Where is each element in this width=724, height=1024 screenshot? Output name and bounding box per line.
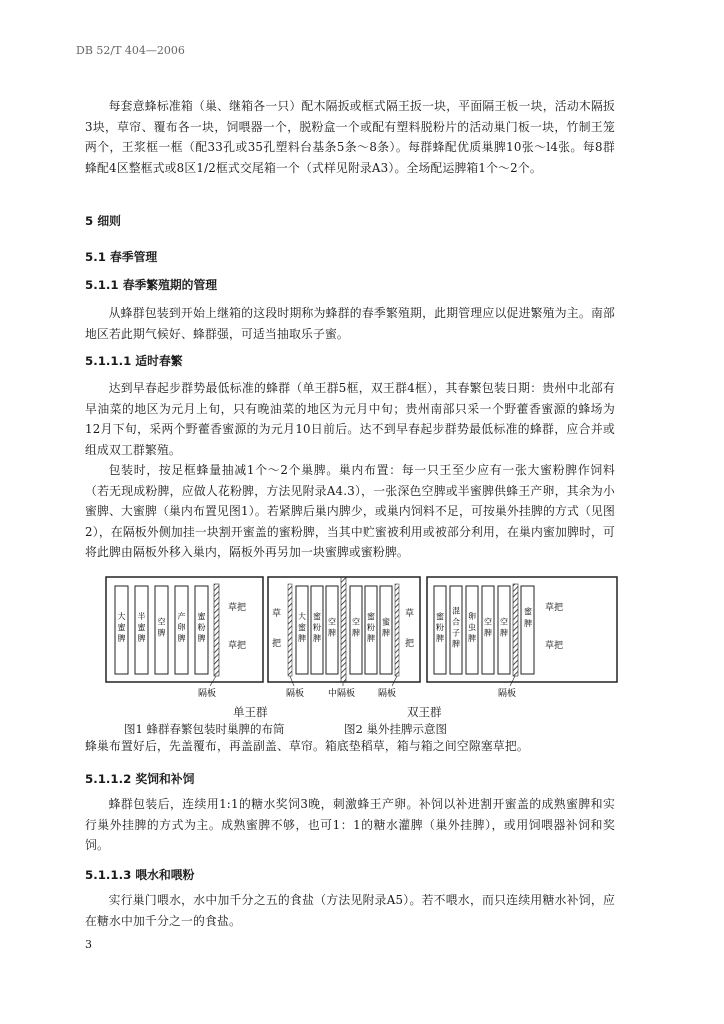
straw-label: 草 [405, 609, 415, 619]
straw-label: 草把 [228, 603, 247, 613]
center-divider-label: 中隔板 [328, 689, 356, 699]
divider-label: 隔板 [286, 689, 305, 699]
double-queen-box [268, 577, 420, 699]
figure-1-caption: 图1 蜂群春繁包装时巢脾的布筒 [124, 722, 285, 736]
paragraph-5-1-1-2: 蜂群包装后，连续用1:1的糖水奖饲3晚，刺激蜂王产卵。补饲以补进割开蜜盖的成熟蜜脾和实行巢外挂脾的方式为主。成熟蜜脾不够，也可1：1的糖水灌脾（巢外挂脾），或用饲喂器补饲和奖饲。 [85, 797, 615, 852]
intro-paragraph: 每套意蜂标准箱（巢、继箱各一只）配木隔扳或框式隔王扳一块，平面隔王板一块，活动木隔扳3块，草帘、覆布各一块，饲喂器一个，脱粉盒一个或配有塑料脱粉片的活动巢门板一块，竹制王笼两个，王浆框一框（配33孔或35孔塑料台基条5条～8条）。每群蜂配优质巢脾10张～l4张。每8群蜂配4区整框式或8区1/2框式交尾箱一个（式样见附录A3）。全场配运脾箱1个～2个。 [85, 99, 615, 175]
frame-label: 产卵脾 [177, 612, 186, 643]
paragraph-5-1-1: 从蜂群包装到开始上继箱的这段时期称为蜂群的春季繁殖期，此期管理应以促进繁殖为主。南部地区若此期气候好、蜂群强，可适当抽取乐子蜜。 [85, 306, 615, 341]
external-honey-frame [521, 586, 534, 674]
section-5-1-1-2-heading: 5.1.1.2 奖饲和补饲 [85, 772, 195, 786]
paragraph-after-figure: 蜂巢布置好后，先盖覆布，再盖副盖、草帘。箱底垫稻草，箱与箱之间空隙塞草把。 [85, 739, 529, 753]
frame-label: 大蜜脾 [117, 612, 126, 643]
frame-label: 空脾 [157, 617, 166, 638]
paragraph-5-1-1-1-a: 达到早春起步群势最低标准的蜂群（单王群5框，双王群4框），其春繁包装日期：贵州中北部有早油菜的地区为元月上旬，只有晚油菜的地区为元月中旬；贵州南部只采一个野藿香蜜源的蜂场为12月下旬，采两个野藿香蜜源的为元月10日前后。达不到早春起步群势最低标准的蜂群，应合并或组成双工群繁殖。 [85, 381, 615, 457]
frame-label: 空脾 [328, 617, 336, 638]
paragraph-5-1-1-3: 实行巢门喂水，水中加千分之五的食盐（方法见附录A5）。若不喂水，而只连续用糖水补饲，应在糖水中加千分之一的食盐。 [85, 893, 615, 928]
center-divider [341, 577, 346, 682]
divider-label: 隔板 [498, 689, 517, 699]
frame-label: 空脾 [500, 617, 508, 638]
frame-label: 蜜粉脾 [313, 612, 321, 643]
single-queen-label: 单王群 [233, 705, 268, 719]
frame-label: 空脾 [352, 617, 360, 638]
section-5-1-1-1-heading: 5.1.1.1 适时春繁 [85, 354, 183, 368]
straw-label: 草把 [545, 603, 564, 613]
straw-label: 草把 [545, 641, 564, 651]
section-5-heading: 5 细则 [85, 214, 121, 228]
section-5-1-1-heading: 5.1.1 春季繁殖期的管理 [85, 278, 218, 292]
divider-label: 隔板 [378, 689, 397, 699]
double-queen-label: 双王群 [407, 705, 442, 719]
frame-label: 脾 [524, 619, 532, 628]
divider-board [288, 584, 292, 676]
frame-label: 大蜜脾 [298, 612, 306, 643]
divider-board [395, 584, 399, 676]
divider-label: 隔板 [198, 689, 217, 699]
page-number: 3 [85, 938, 92, 951]
frame-label: 卵虫脾 [468, 612, 476, 643]
frame-label: 半蜜脾 [137, 612, 146, 643]
frame-label: 蜜粉脾 [197, 612, 206, 643]
straw-label: 把 [272, 639, 282, 649]
straw-label: 把 [405, 639, 415, 649]
running-header: DB 52/T 404—2006 [76, 44, 185, 57]
section-5-1-heading: 5.1 春季管理 [85, 250, 158, 264]
frame-label: 蜜粉脾 [367, 612, 375, 643]
straw-label: 草 [272, 609, 282, 619]
frame-label: 混合子脾 [452, 606, 460, 649]
frame-label: 蜜粉脾 [436, 612, 444, 643]
external-frame-box [427, 577, 617, 699]
divider-board [214, 584, 219, 676]
frame-label: 空脾 [484, 617, 492, 638]
hive-layout-figure [100, 574, 620, 700]
divider-board [513, 584, 518, 676]
single-queen-box [106, 577, 263, 699]
paragraph-5-1-1-1-b: 包装时，按足框蜂量抽减1个～2个巢脾。巢内布置：每一只王至少应有一张大蜜粉脾作饲料（若无现成粉脾，应做人花粉脾，方法见附录A4.3），一张深色空脾或半蜜脾供蜂王产卵，其余为小蜜脾、大蜜脾（巢内布置见图1）。若紧脾后巢内脾少，或巢内饲料不足，可按巢外挂脾的方式（见图2），在隔板外侧加挂一块割开蜜盖的蜜粉脾，当其中贮蜜被利用或被部分利用，在巢内蜜加脾时，可将此脾由隔板外移入巢内，隔板外再另加一块蜜脾或蜜粉脾。 [85, 463, 615, 559]
frame-label: 蜜脾 [382, 617, 390, 638]
figure-2-caption: 图2 巢外挂脾示意图 [344, 722, 447, 736]
straw-label: 草把 [228, 641, 247, 651]
section-5-1-1-3-heading: 5.1.1.3 喂水和喂粉 [85, 868, 195, 882]
frame-label: 蜜 [524, 607, 532, 616]
